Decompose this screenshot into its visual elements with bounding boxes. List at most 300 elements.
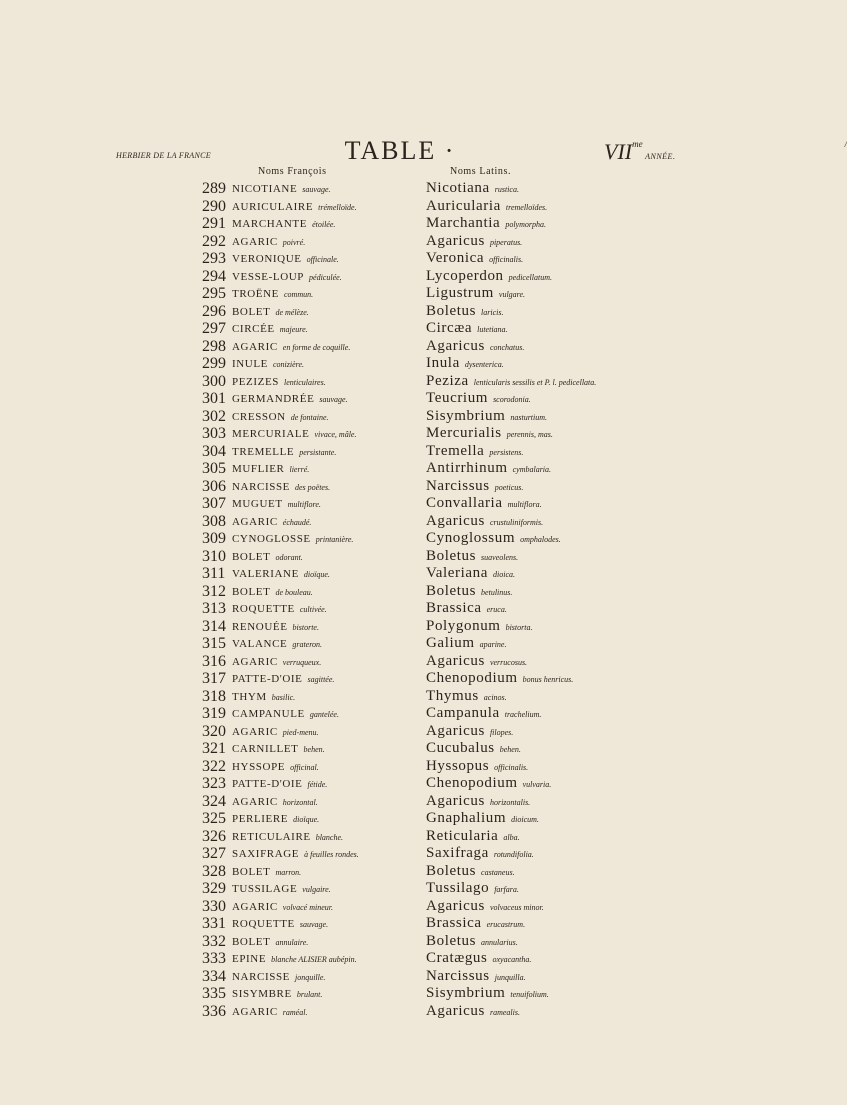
latin-epithet: bistorta.: [505, 622, 533, 632]
latin-name-cell: [426, 548, 518, 566]
latin-epithet: vulvaria.: [522, 780, 552, 789]
latin-genus: Agaricus: [426, 722, 485, 739]
entry-number: 290: [202, 197, 226, 215]
latin-epithet: dysenterica.: [464, 360, 504, 369]
french-qualifier: poivré.: [282, 237, 306, 247]
french-name: CAMPANULE: [232, 708, 305, 720]
entry-number: 298: [202, 337, 226, 355]
latin-genus: Reticularia: [426, 827, 499, 844]
french-qualifier: raméal.: [282, 1007, 308, 1017]
list-item: [0, 950, 800, 967]
french-name: RETICULAIRE: [232, 830, 311, 843]
latin-name-cell: [426, 443, 523, 461]
latin-genus: Agaricus: [426, 232, 485, 249]
list-item: [0, 390, 800, 407]
entry-number: 329: [202, 880, 226, 897]
french-name: MUFLIER: [232, 463, 285, 475]
latin-genus: Nicotiana: [426, 180, 490, 196]
french-name-cell: [232, 498, 321, 511]
latin-epithet: piperatus.: [489, 237, 523, 247]
year-sup: me: [632, 139, 643, 149]
french-name-cell: [232, 481, 330, 494]
list-item: [0, 863, 800, 880]
french-name-cell: [232, 953, 357, 966]
latin-genus: Hyssopus: [426, 757, 490, 774]
latin-epithet: annularius.: [481, 937, 518, 947]
latin-genus: Tussilago: [426, 880, 490, 896]
latin-epithet: filopes.: [489, 727, 514, 737]
year-number: VII: [604, 139, 633, 164]
french-name: AGARIC: [232, 725, 278, 738]
list-item: [0, 705, 800, 722]
french-name: CRESSON: [232, 410, 286, 423]
french-qualifier: multiflore.: [287, 500, 321, 509]
list-item: [0, 215, 800, 232]
entry-number: 294: [202, 267, 226, 285]
french-qualifier: fétide.: [307, 780, 328, 789]
french-name: PATTE-D'OIE: [232, 778, 303, 790]
latin-epithet: ramealis.: [489, 1007, 520, 1017]
french-name-cell: [232, 218, 335, 231]
latin-name-cell: [426, 583, 512, 601]
french-name: CYNOGLOSSE: [232, 533, 311, 545]
french-qualifier: de mélèze.: [275, 307, 309, 317]
latin-epithet: vulgare.: [498, 290, 526, 299]
latin-epithet: alba.: [503, 832, 520, 842]
latin-name-cell: [426, 198, 547, 216]
french-qualifier: behen.: [303, 745, 325, 754]
latin-epithet: erucastrum.: [486, 920, 526, 929]
french-qualifier: de bouleau.: [275, 587, 313, 597]
entry-number: 333: [202, 950, 226, 967]
french-name-cell: [232, 516, 311, 529]
latin-name-cell: [426, 373, 596, 391]
entry-number: 310: [202, 547, 226, 565]
french-name: BOLET: [232, 550, 271, 563]
french-qualifier: commun.: [283, 290, 314, 299]
french-qualifier: dioïque.: [293, 815, 320, 824]
list-item: [0, 583, 800, 600]
french-name-cell: [232, 883, 331, 896]
latin-genus: Agaricus: [426, 337, 485, 354]
french-qualifier: sauvage.: [302, 185, 331, 194]
french-name: TUSSILAGE: [232, 883, 298, 895]
latin-genus: Polygonum: [426, 617, 501, 634]
french-name: INULE: [232, 358, 268, 370]
french-name: HYSSOPE: [232, 760, 286, 773]
entry-number: 335: [202, 985, 226, 1002]
french-name: RENOUÉE: [232, 620, 288, 633]
latin-genus: Tremella: [426, 442, 485, 459]
entry-number: 313: [202, 600, 226, 617]
latin-name-cell: [426, 618, 532, 636]
french-qualifier: marron.: [275, 867, 302, 877]
entry-number: 307: [202, 495, 226, 512]
french-column-header: Noms François: [258, 166, 327, 177]
entry-number: 334: [202, 967, 226, 985]
entry-number: 327: [202, 845, 226, 862]
french-name: AGARIC: [232, 235, 278, 248]
latin-name-cell: [426, 460, 551, 478]
latin-name-cell: [426, 775, 551, 793]
entry-number: 309: [202, 530, 226, 547]
french-name-cell: [232, 236, 305, 249]
list-item: [0, 775, 800, 792]
french-name-cell: [232, 621, 319, 634]
latin-name-cell: [426, 828, 520, 846]
latin-genus: Agaricus: [426, 1002, 485, 1019]
latin-name-cell: [426, 1003, 520, 1021]
list-item: [0, 513, 800, 530]
page-title: TABLE ·: [344, 136, 456, 165]
latin-epithet: rustica.: [494, 185, 519, 194]
latin-epithet: oxyacantha.: [492, 955, 532, 964]
latin-epithet: officinalis.: [494, 762, 529, 772]
latin-genus: Agaricus: [426, 897, 485, 914]
french-name-cell: [232, 761, 319, 774]
latin-epithet: crustuliniformis.: [489, 517, 544, 527]
list-item: [0, 250, 800, 267]
french-name: MERCURIALE: [232, 428, 310, 440]
latin-epithet: cymbalaria.: [512, 465, 552, 474]
latin-name-cell: [426, 530, 561, 548]
latin-column-header: Noms Latins.: [450, 166, 512, 177]
french-name-cell: [232, 971, 325, 984]
french-qualifier: officinal.: [290, 762, 319, 772]
latin-genus: Sisymbrium: [426, 985, 506, 1001]
latin-epithet: persistens.: [489, 447, 524, 457]
entry-number: 302: [202, 407, 226, 425]
list-item: [0, 618, 800, 635]
latin-epithet: volvaceus minor.: [489, 902, 544, 912]
french-qualifier: officinale.: [306, 255, 339, 264]
list-item: [0, 285, 800, 302]
list-item: [0, 460, 800, 477]
latin-name-cell: [426, 810, 539, 828]
french-name-cell: [232, 551, 303, 564]
french-name: ROQUETTE: [232, 603, 295, 615]
entry-number: 315: [202, 635, 226, 652]
list-item: [0, 670, 800, 687]
entry-number: 325: [202, 810, 226, 827]
french-qualifier: étoilée.: [312, 220, 336, 229]
list-item: [0, 443, 800, 460]
list-item: [0, 198, 800, 215]
list-item: [0, 268, 800, 285]
latin-epithet: perennis, mas.: [506, 430, 553, 439]
latin-genus: Narcissus: [426, 967, 490, 984]
french-qualifier: persistante.: [299, 447, 337, 457]
entry-number: 289: [202, 180, 226, 197]
french-qualifier: sauvage.: [319, 395, 348, 404]
latin-genus: Teucrium: [426, 390, 489, 406]
french-name-cell: [232, 638, 322, 651]
french-name-cell: [232, 866, 301, 879]
latin-genus: Thymus: [426, 687, 479, 704]
latin-name-cell: [426, 565, 515, 583]
french-name: BOLET: [232, 935, 271, 948]
latin-epithet: acinos.: [483, 692, 507, 702]
french-name-cell: [232, 341, 350, 354]
list-item: [0, 828, 800, 845]
latin-epithet: lenticularis sessilis et P. l. pedicellata.: [473, 377, 597, 387]
french-name-cell: [232, 358, 304, 371]
french-name: PERLIERE: [232, 813, 289, 825]
list-item: [0, 845, 800, 862]
latin-epithet: suaveolens.: [481, 552, 519, 562]
latin-name-cell: [426, 478, 523, 496]
french-qualifier: sagittée.: [307, 675, 335, 684]
french-name-cell: [232, 411, 329, 424]
french-name-cell: [232, 603, 327, 616]
entry-number: 324: [202, 792, 226, 810]
entry-number: 291: [202, 215, 226, 232]
latin-genus: Mercurialis: [426, 425, 502, 441]
french-qualifier: gantelée.: [309, 710, 339, 719]
latin-genus: Gnaphalium: [426, 810, 507, 826]
latin-genus: Boletus: [426, 302, 477, 319]
french-name-cell: [232, 533, 353, 546]
french-qualifier: pédiculée.: [309, 272, 342, 282]
entry-number: 317: [202, 670, 226, 687]
entry-number: 316: [202, 652, 226, 670]
french-qualifier: basilic.: [271, 692, 296, 702]
list-item: [0, 495, 800, 512]
latin-epithet: dioicum.: [511, 815, 539, 824]
french-name-cell: [232, 446, 336, 459]
latin-epithet: aparine.: [479, 640, 507, 649]
french-qualifier: sauvage.: [299, 920, 329, 929]
french-name-cell: [232, 376, 326, 389]
french-name-cell: [232, 708, 339, 721]
latin-name-cell: [426, 705, 541, 723]
list-item: [0, 1003, 800, 1020]
latin-name-cell: [426, 495, 542, 513]
french-qualifier: verruqueux.: [282, 657, 322, 667]
entry-number: 322: [202, 757, 226, 775]
french-qualifier: trémelloïde.: [318, 202, 357, 212]
latin-genus: Lycoperdon: [426, 267, 504, 284]
french-qualifier: blanche.: [315, 832, 344, 842]
latin-name-cell: [426, 233, 522, 251]
french-name-cell: [232, 586, 313, 599]
french-qualifier: vulgaire.: [302, 885, 331, 894]
latin-name-cell: [426, 303, 504, 321]
french-name: VESSE-LOUP: [232, 270, 305, 283]
latin-genus: Agaricus: [426, 792, 485, 809]
latin-genus: Antirrhinum: [426, 460, 508, 476]
latin-name-cell: [426, 408, 547, 426]
french-name: AGARIC: [232, 340, 278, 353]
latin-epithet: dioica.: [493, 570, 516, 579]
entry-number: 308: [202, 512, 226, 530]
french-name-cell: [232, 656, 321, 669]
latin-epithet: tenuifolium.: [510, 990, 549, 999]
french-name-cell: [232, 691, 295, 704]
latin-genus: Marchantia: [426, 215, 501, 231]
entry-number: 318: [202, 687, 226, 705]
latin-epithet: castaneus.: [481, 867, 515, 877]
year-mark: /: [844, 139, 847, 149]
french-name: AGARIC: [232, 900, 278, 913]
french-name: AGARIC: [232, 795, 278, 808]
latin-genus: Agaricus: [426, 652, 485, 669]
french-name-cell: [232, 988, 322, 1001]
french-qualifier: à feuilles rondes.: [304, 850, 359, 859]
latin-name-cell: [426, 180, 519, 198]
latin-genus: Ligustrum: [426, 285, 494, 301]
list-item: [0, 810, 800, 827]
french-qualifier: en forme de coquille.: [282, 342, 351, 352]
french-name: THYM: [232, 690, 267, 703]
list-item: [0, 758, 800, 775]
latin-epithet: eruca.: [486, 605, 507, 614]
latin-name-cell: [426, 723, 513, 741]
latin-genus: Cucubalus: [426, 740, 495, 756]
french-name: CARNILLET: [232, 743, 299, 755]
french-name-cell: [232, 726, 319, 739]
entry-number: 326: [202, 827, 226, 845]
latin-epithet: junquilla.: [494, 972, 526, 982]
latin-name-cell: [426, 600, 507, 618]
french-name-cell: [232, 183, 331, 196]
list-item: [0, 880, 800, 897]
year-label: [604, 139, 847, 165]
french-name-cell: [232, 813, 319, 826]
latin-genus: Peziza: [426, 372, 469, 389]
list-item: [0, 408, 800, 425]
french-name-cell: [232, 778, 327, 791]
latin-name-cell: [426, 635, 506, 653]
french-name-cell: [232, 1006, 307, 1019]
latin-genus: Sisymbrium: [426, 407, 506, 424]
entry-number: 296: [202, 302, 226, 320]
french-qualifier: vivace, mâle.: [314, 430, 357, 439]
french-name: MUGUET: [232, 498, 283, 510]
latin-name-cell: [426, 933, 518, 951]
latin-name-cell: [426, 740, 521, 758]
latin-epithet: behen.: [499, 745, 521, 754]
french-name: SAXIFRAGE: [232, 848, 300, 860]
french-name: NICOTIANE: [232, 183, 298, 195]
latin-name-cell: [426, 845, 534, 863]
french-name-cell: [232, 201, 357, 214]
latin-genus: Agaricus: [426, 512, 485, 529]
latin-name-cell: [426, 338, 524, 356]
french-name-cell: [232, 393, 348, 406]
french-name-cell: [232, 568, 330, 581]
french-name: NARCISSE: [232, 480, 290, 493]
list-item: [0, 565, 800, 582]
french-name-cell: [232, 288, 313, 301]
latin-epithet: poeticus.: [494, 482, 524, 492]
entry-number: 292: [202, 232, 226, 250]
latin-name-cell: [426, 688, 507, 706]
french-name: VALANCE: [232, 638, 288, 650]
latin-epithet: polymorpha.: [505, 220, 546, 229]
french-name-cell: [232, 673, 334, 686]
latin-genus: Veronica: [426, 250, 485, 266]
french-name-cell: [232, 253, 339, 266]
list-item: [0, 793, 800, 810]
list-item: [0, 338, 800, 355]
french-name: CIRCÉE: [232, 323, 275, 335]
list-item: [0, 600, 800, 617]
latin-name-cell: [426, 513, 543, 531]
entry-number: 311: [202, 565, 226, 582]
list-item: [0, 180, 800, 197]
latin-name-cell: [426, 355, 504, 373]
list-item: [0, 373, 800, 390]
entry-number: 299: [202, 355, 226, 372]
french-name-cell: [232, 831, 343, 844]
french-name: BOLET: [232, 305, 271, 318]
latin-name-cell: [426, 390, 531, 408]
french-qualifier: conizière.: [273, 360, 305, 369]
french-name-cell: [232, 323, 308, 336]
entry-number: 300: [202, 372, 226, 390]
latin-genus: Narcissus: [426, 477, 490, 494]
entry-number: 297: [202, 320, 226, 337]
french-name-cell: [232, 796, 318, 809]
french-name-cell: [232, 306, 309, 319]
latin-name-cell: [426, 250, 523, 268]
french-qualifier: de fontaine.: [290, 412, 329, 422]
latin-epithet: omphalodes.: [520, 535, 561, 544]
entry-number: 319: [202, 705, 226, 722]
french-qualifier: volvacé mineur.: [282, 902, 333, 912]
french-name-cell: [232, 936, 308, 949]
latin-genus: Brassica: [426, 600, 482, 616]
french-name-cell: [232, 918, 328, 931]
french-qualifier: échaudé.: [282, 517, 312, 527]
french-name: TREMELLE: [232, 445, 295, 458]
list-item: [0, 985, 800, 1002]
french-name: SISYMBRE: [232, 988, 292, 1000]
list-item: [0, 548, 800, 565]
french-name: VERONIQUE: [232, 253, 302, 265]
latin-genus: Boletus: [426, 862, 477, 879]
list-item: [0, 898, 800, 915]
list-item: [0, 933, 800, 950]
list-item: [0, 740, 800, 757]
latin-epithet: pedicellatum.: [508, 272, 552, 282]
entry-number: 320: [202, 722, 226, 740]
latin-name-cell: [426, 320, 508, 338]
latin-epithet: lutetiana.: [477, 325, 508, 334]
year-word: ANNÉE.: [645, 152, 676, 161]
french-name: TROËNE: [232, 288, 279, 300]
entry-number: 314: [202, 617, 226, 635]
french-qualifier: majeure.: [279, 325, 308, 334]
french-qualifier: pied-menu.: [282, 727, 319, 737]
entry-number: 336: [202, 1002, 226, 1020]
list-item: [0, 688, 800, 705]
french-name: EPINE: [232, 953, 267, 965]
latin-name-cell: [426, 968, 526, 986]
latin-genus: Circæa: [426, 320, 473, 336]
latin-epithet: laricis.: [481, 307, 504, 317]
french-qualifier: bistorte.: [292, 622, 319, 632]
latin-genus: Galium: [426, 635, 475, 651]
latin-epithet: trachelium.: [504, 710, 542, 719]
latin-epithet: verrucosus.: [489, 657, 528, 667]
latin-name-cell: [426, 425, 553, 443]
entry-number: 305: [202, 460, 226, 477]
french-name: BOLET: [232, 585, 271, 598]
french-name: PATTE-D'OIE: [232, 673, 303, 685]
entry-number: 293: [202, 250, 226, 267]
